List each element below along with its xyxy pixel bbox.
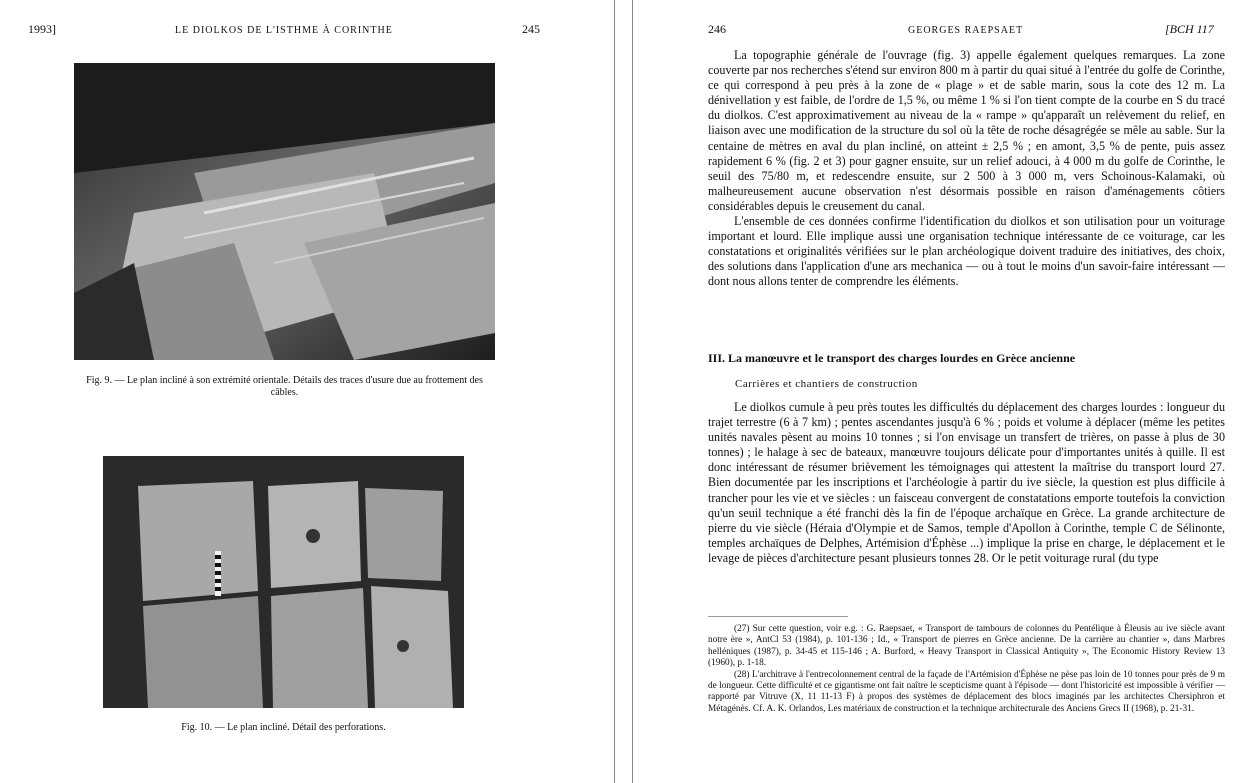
left-header-year: 1993] (28, 22, 56, 36)
footnotes (708, 624, 1225, 715)
body-section (708, 400, 1225, 566)
left-page (0, 0, 613, 783)
subsection-title: Carrières et chantiers de construction (735, 378, 918, 390)
figure-10-photo (103, 456, 464, 708)
footnote-28: (28) L'architrave à l'entrecolonnement central de la façade de l'Artémision d'Éphèse ne pèse pas loin de 10 tonnes pour près de 9 m de longueur. Cette difficulté et ce gigantisme ont fait naître le scepticisme quant à l'épisode — dont l'historicité est impossible à vérifier — rapporté par Vitruve (X, 11 11-13 F) à propos des systèmes de déplacement des blocs imaginés par les architectes Chersiphron et Métagénès. Cf. A. K. Orlandos, Les matériaux de construction et la technique architecturale des Anciens Grecs II (1968), p. 21-31. (708, 669, 1225, 714)
left-page-edge (614, 0, 615, 783)
section-title: III. La manœuvre et le transport des charges lourdes en Grèce ancienne (708, 351, 1076, 365)
right-page-number: 246 (708, 22, 726, 36)
figure-9-photo (74, 63, 495, 360)
paragraph-diolkos: Le diolkos cumule à peu près toutes les difficultés du déplacement des charges lourdes : longueur du trajet terrestre (6 à 7 km) ; pentes ascendantes jusqu'à 6 % ; poids et volume à déplacer (même les petites unités navales pèsent au moins 10 tonnes ; si l'on envisage un transfert de trières, on passe à plus de 30 tonnes) ; le halage à sec de bateaux, manœuvre toujours délicate pour d'importantes unités à quille. Il est donc intéressant de résumer brièvement les témoignages qui attestent la maîtrise du transport lourd 27. Bien documentée par les inscriptions et l'archéologie à partir du ive siècle, la question est plus difficile à trancher pour les vie et ve siècles : un faisceau convergent de constatations emporte toutefois la conviction qu'un seuil technique a été franchi dès la fin de l'époque archaïque en Grèce. La grande architecture de pierre du vie siècle (Héraia d'Olympie et de Samos, temple d'Apollon à Corinthe, temple C de Sélinonte, temples archaïques de Delphes, Artémision d'Éphèse ...) implique la prise en charge, le déplacement et le levage de pièces d'architecture pesant plusieurs tonnes 28. Or le petit voiturage rural (du type (708, 400, 1225, 565)
footnote-27: (27) Sur cette question, voir e.g. : G. Raepsaet, « Transport de tambours de colonnes du Pentélique à Éleusis au ive siècle avant notre ère », AntCl 53 (1984), p. 101-136 ; Id., « Transport de pierres en Grèce ancienne. De la carrière au chantier », dans Marbres helléniques (1987), p. 34-45 et 115-146 ; A. Burford, « Heavy Transport in Classical Antiquity », The Economic History Review 13 (1960), p. 1-18. (708, 624, 1225, 669)
footnote-rule (708, 616, 848, 617)
stone-blocks-photo-icon (103, 456, 464, 708)
right-page (633, 0, 1238, 783)
figure-9-caption: Fig. 9. — Le plan incliné à son extrémité orientale. Détails des traces d'usure due au frottement des câbles. (86, 375, 483, 398)
page-gutter (613, 0, 633, 783)
body-intro (708, 48, 1225, 290)
paragraph-topographie: La topographie générale de l'ouvrage (fig. 3) appelle également quelques remarques. La zone couverte par nos recherches s'étend sur environ 800 m à partir du quai situé à l'entrée du golfe de Corinthe, ce qui correspond à peu près à la zone de « plage » et de sable marin, sous la cote des 12 m. La dénivellation y est faible, de l'ordre de 1,5 %, ou même 1 % si l'on tient compte de la courbe en S du tracé du diolkos. C'est approximativement au niveau de la « rampe » qu'apparaît un relèvement du relief, en liaison avec une modification de la structure du sol où la tête de roche désagrégée se mêle au sable. Sur la centaine de mètres en aval du plan incliné, on atteint ± 2,5 % ; en amont, 3,5 % de pente, puis assez rapidement 6 % (fig. 2 et 3) pour gagner ensuite, sur un relief adouci, à 4 000 m du golfe de Corinthe, le seuil des 75/80 m, et redescendre ensuite, sur 2 500 à 3 000 m, vers Schoinous-Kalamaki, où malheureusement aucune observation n'est désormais possible en raison d'aménagements côtiers considérables depuis le creusement du canal. (708, 48, 1225, 213)
left-page-number: 245 (522, 22, 540, 36)
right-header-journal: [BCH 117 (1165, 22, 1214, 36)
left-header-title: LE DIOLKOS DE L'ISTHME À CORINTHE (175, 25, 393, 36)
paragraph-ensemble: L'ensemble de ces données confirme l'identification du diolkos et son utilisation pour un voiturage important et lourd. Elle implique aussi une organisation technique intéressante de ce voiturage, car les constatations et originalités vérifiées sur le plan archéologique doivent traduire des initiatives, des choix, des solutions dans l'application d'une ars mechanica — ou à tout le moins d'un savoir-faire intéressant — dont nous allons tenter de comprendre les éléments. (708, 214, 1225, 289)
rock-slab-photo-icon (74, 63, 495, 360)
figure-10-caption: Fig. 10. — Le plan incliné. Détail des perforations. (181, 722, 386, 733)
right-header-author: GEORGES RAEPSAET (908, 25, 1024, 36)
